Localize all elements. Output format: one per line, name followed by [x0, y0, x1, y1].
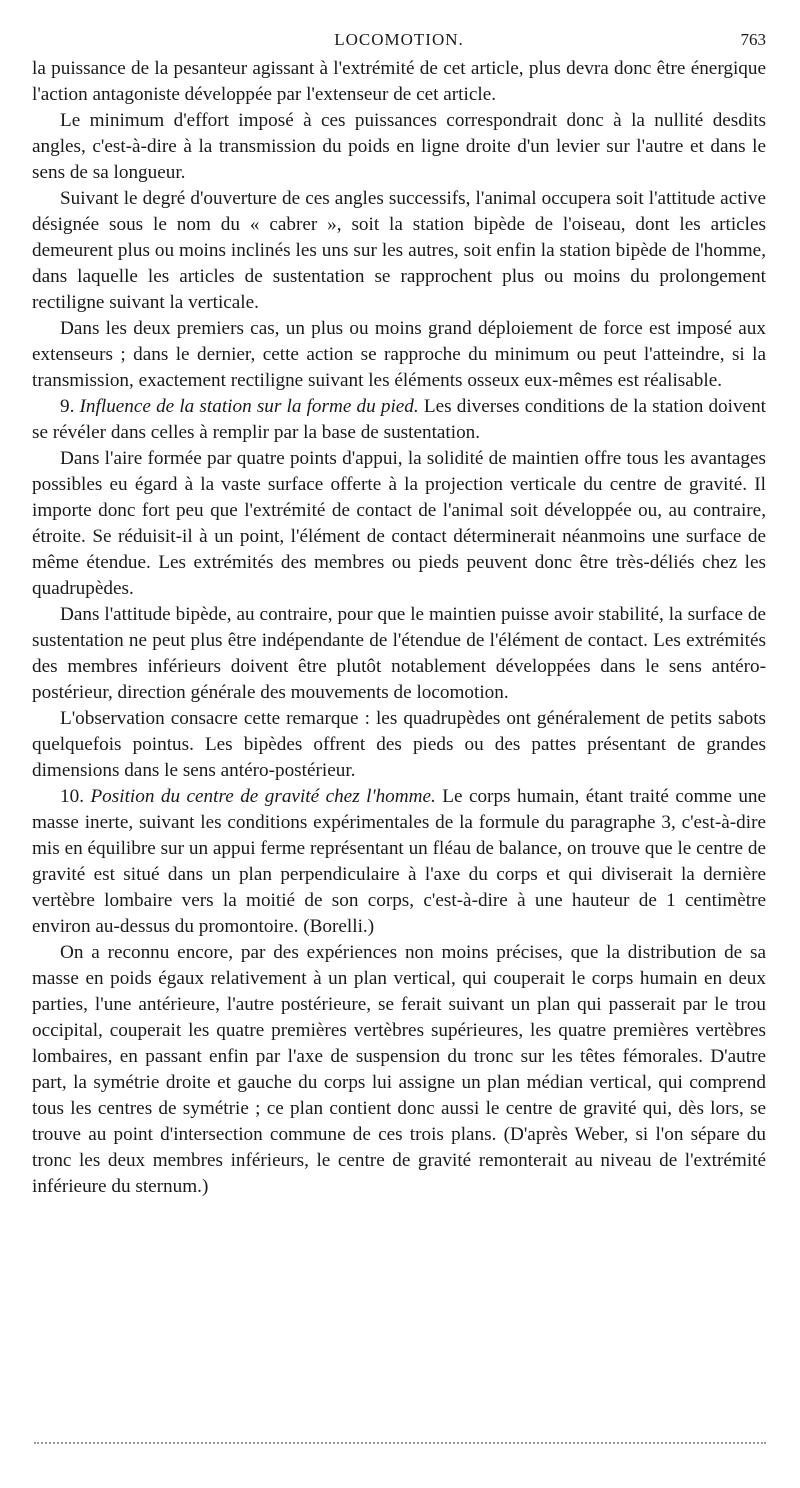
paragraph-text: Dans l'attitude bipède, au contraire, pour que le maintien puisse avoir stabilité, la surface de sustentation ne peut plus être indépendante de l'étendue de l'élément de contact. Les extrémités des membres inférieurs doivent être plutôt notablement développées dans le sens antéro-postérieur, direction générale des mouvements de locomotion. [32, 604, 766, 703]
section-number: 9. [60, 396, 75, 417]
paragraph-text: Le corps humain, étant traité comme une masse inerte, suivant les conditions expérimentales de la formule du paragraphe 3, c'est-à-dire mis en équilibre sur un appui ferme représentant un fléau de balance, on trouve que le centre de gravité est situé dans un plan perpendiculaire à l'axe du corps et qui diviserait la dernière vertèbre lombaire vers la moitié de son corps, c'est-à-dire à une hauteur de 1 centimètre environ au-dessus du promontoire. (Borelli.) [32, 786, 767, 937]
section-number: 10. [60, 786, 84, 807]
page-number: 763 [740, 30, 766, 49]
paragraph-text: Le minimum d'effort imposé à ces puissances correspondrait donc à la nullité desdits angles, c'est-à-dire à la transmission du poids en ligne droite d'un levier sur l'autre et dans le sens de sa longueur. [32, 110, 766, 183]
paragraph [32, 316, 766, 394]
section-heading: Influence de la station sur la forme du pied. [79, 396, 419, 417]
paragraph [32, 186, 766, 316]
paragraph-text: Les diverses conditions de la station doivent se révéler dans celles à remplir par la base de sustentation. [32, 396, 766, 443]
paragraph-text: Dans les deux premiers cas, un plus ou moins grand déploiement de force est imposé aux extenseurs ; dans le dernier, cette action se rapproche du minimum ou peut l'atteindre, si la transmission, exactement rectiligne suivant les éléments osseux eux-mêmes est réalisable. [32, 318, 766, 391]
paragraph-text: On a reconnu encore, par des expériences non moins précises, que la distribution de sa masse en poids égaux relativement à un plan vertical, qui couperait le corps humain en deux parties, l'une antérieure, l'autre postérieure, se ferait suivant un plan qui passerait par le trou occipital, couperait les quatre premières vertèbres supérieures, les quatre premières vertèbres lombaires, en passant enfin par l'axe de suspension du tronc sur les têtes fémorales. D'autre part, la symétrie droite et gauche du corps lui assigne un plan médian vertical, qui comprend tous les centres de symétrie ; ce plan contient donc aussi le centre de gravité qui, dès lors, se trouve au point d'intersection commune de ces trois plans. (D'après Weber, si l'on sépare du tronc les deux membres inférieurs, le centre de gravité remonterait au niveau de l'extrémité inférieure du sternum.) [32, 942, 766, 1197]
page [32, 30, 766, 1200]
section-paragraph [32, 784, 766, 940]
paragraph-text: la puissance de la pesanteur agissant à l'extrémité de cet article, plus devra donc être énergique l'action antagoniste développée par l'extenseur de cet article. [32, 58, 766, 105]
paragraph [32, 446, 766, 602]
paragraph [32, 706, 766, 784]
paragraph-text: L'observation consacre cette remarque : les quadrupèdes ont généralement de petits sabots quelquefois pointus. Les bipèdes offrent des pieds ou des pattes présentant de grandes dimensions dans le sens antéro-postérieur. [32, 708, 766, 781]
paragraph-text: Suivant le degré d'ouverture de ces angles successifs, l'animal occupera soit l'attitude active désignée sous le nom du « cabrer », soit la station bipède de l'oiseau, dont les articles demeurent plus ou moins inclinés les uns sur les autres, soit enfin la station bipède de l'homme, dans laquelle les articles de sustentation se rapprochent plus ou moins du prolongement rectiligne suivant la verticale. [32, 188, 766, 313]
paragraph [32, 108, 766, 186]
section-heading: Position du centre de gravité chez l'homme. [90, 786, 436, 807]
running-head [32, 30, 766, 56]
paragraph [32, 602, 766, 706]
paragraph-text: Dans l'aire formée par quatre points d'appui, la solidité de maintien offre tous les avantages possibles eu égard à la vaste surface offerte à la projection verticale du centre de gravité. Il importe donc fort peu que l'extrémité de contact de l'animal soit développée ou, au contraire, étroite. Se réduisit-il à un point, l'élément de contact déterminerait néanmoins une surface de même étendue. Les extrémités des membres ou pieds peuvent donc être très-déliés chez les quadrupèdes. [32, 448, 766, 599]
footer-dotted-rule [34, 1442, 766, 1444]
section-paragraph [32, 394, 766, 446]
page-title: LOCOMOTION. [334, 30, 464, 49]
paragraph [32, 56, 766, 108]
paragraph [32, 940, 766, 1200]
body-text [32, 56, 766, 1200]
